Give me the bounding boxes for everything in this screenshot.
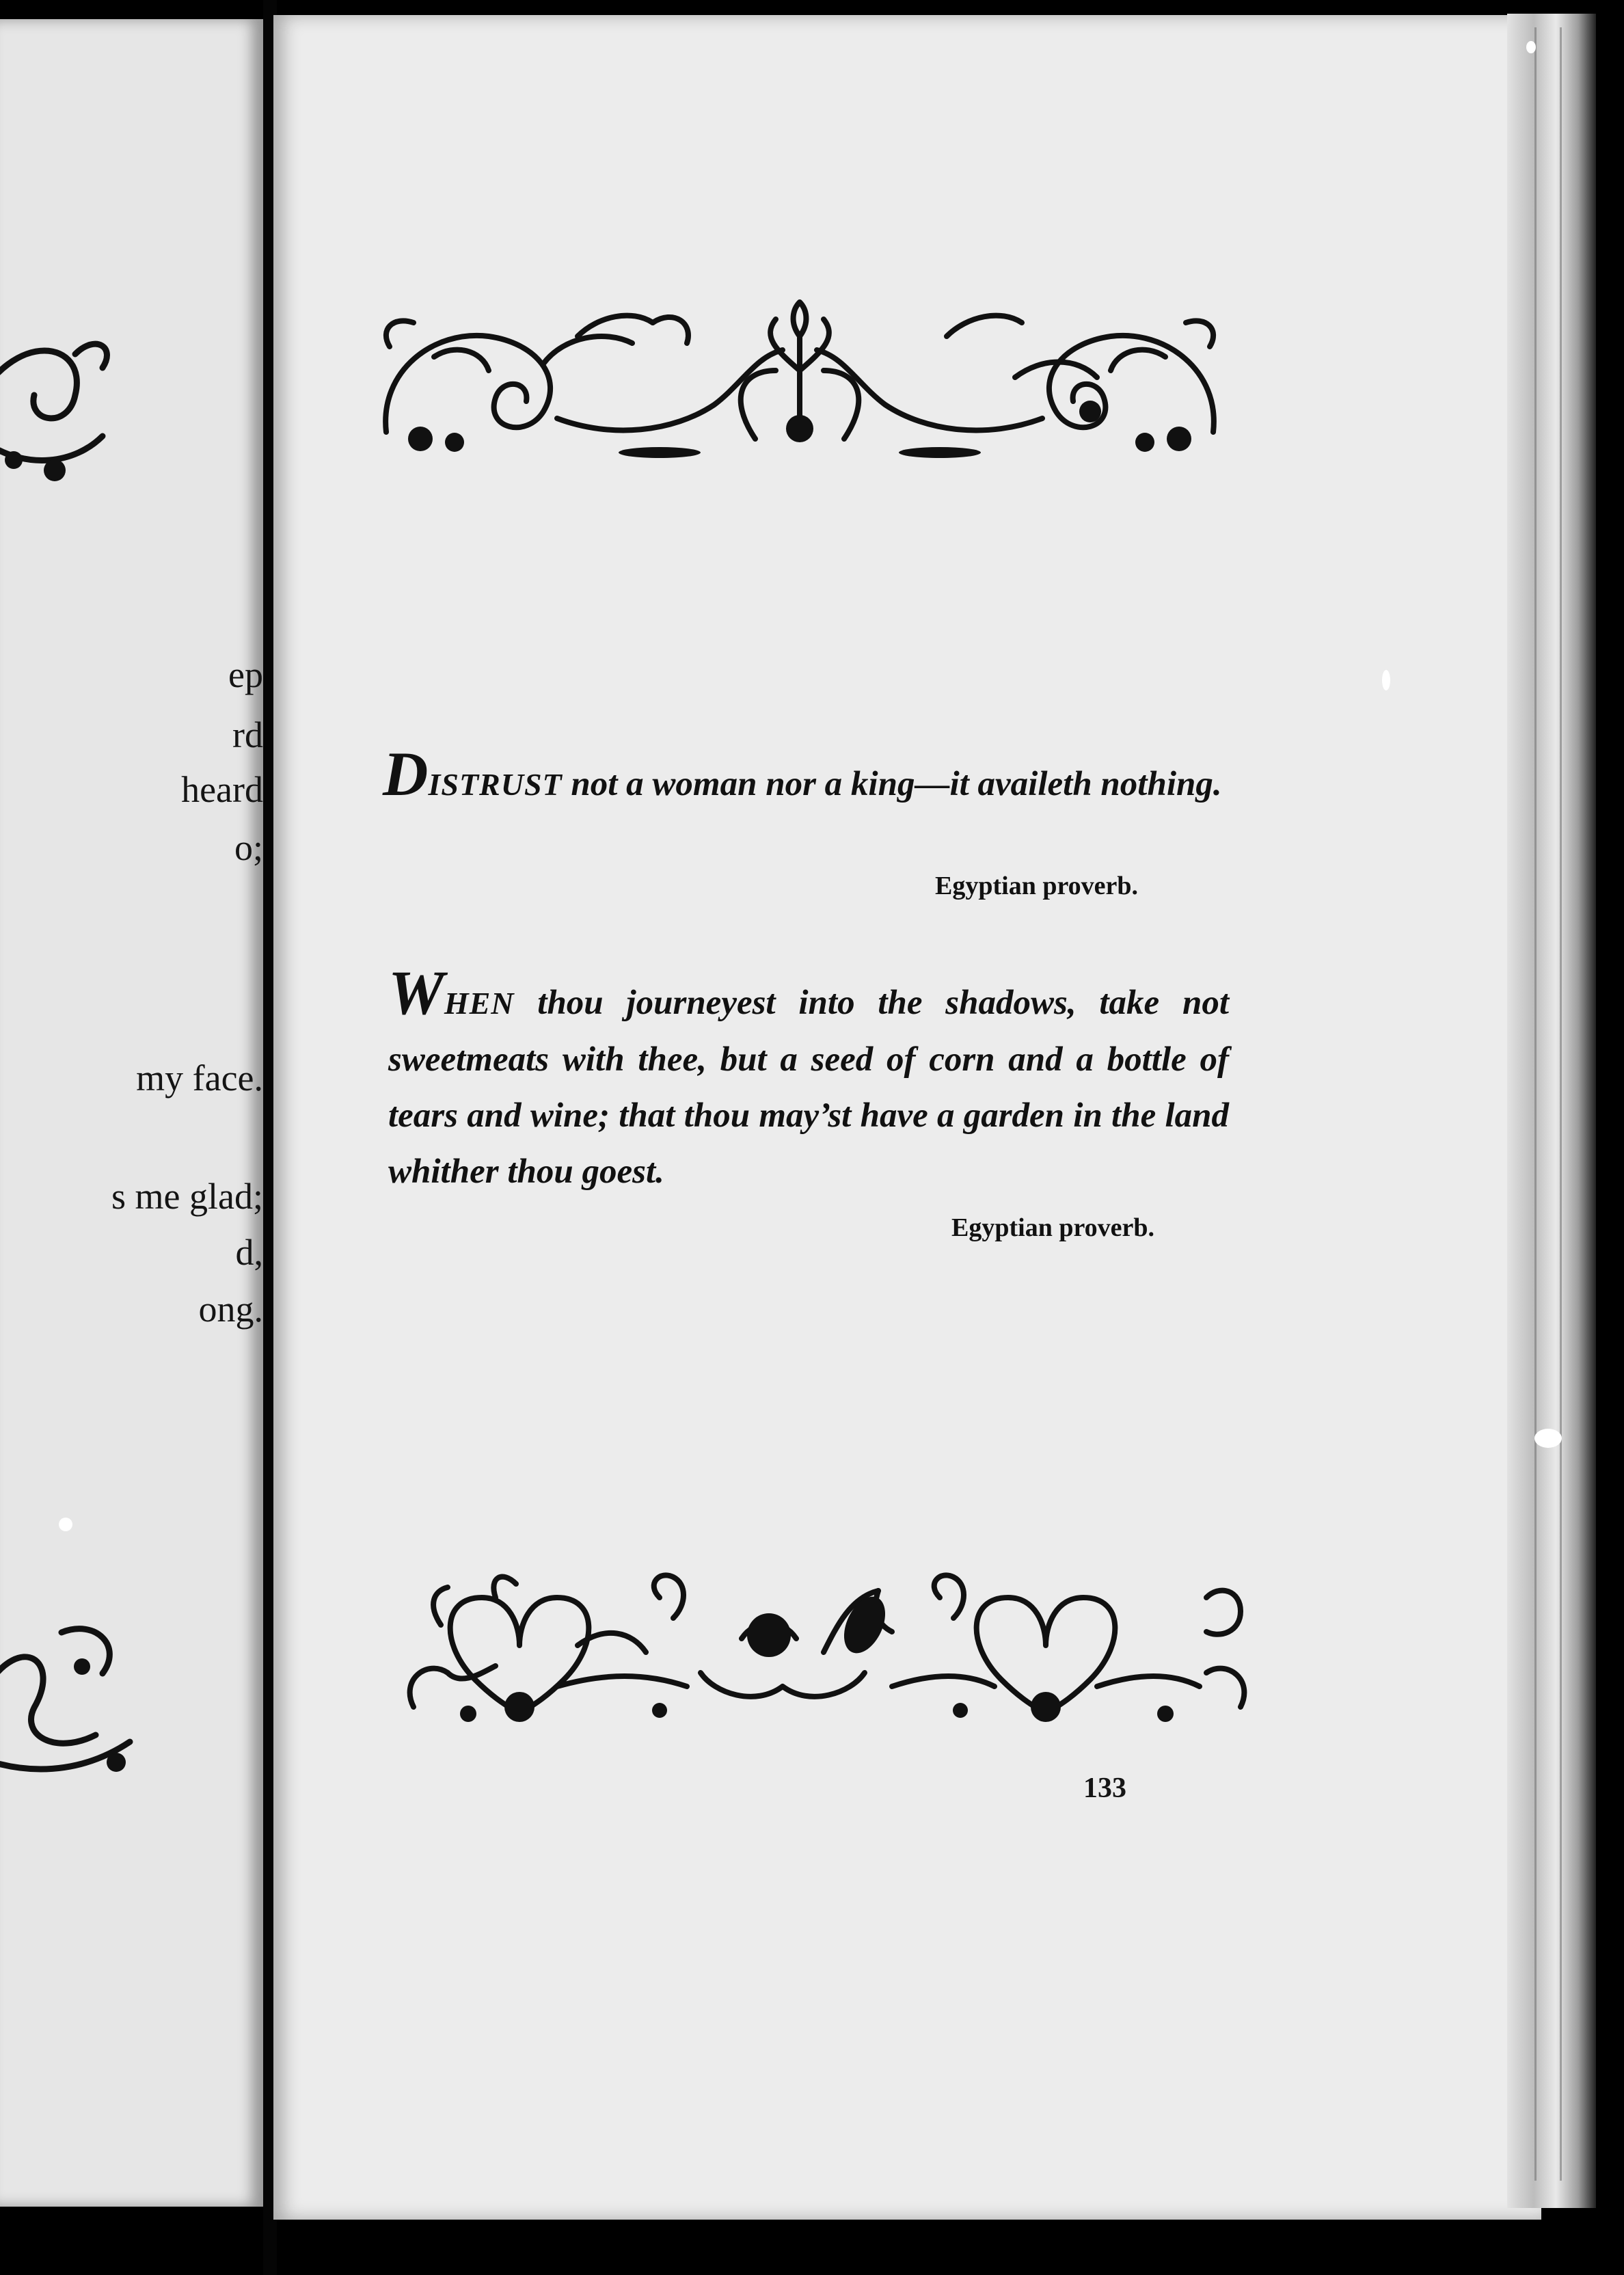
left-page bbox=[0, 19, 263, 2207]
page-edges bbox=[1507, 14, 1596, 2208]
quote-1 bbox=[383, 739, 1223, 813]
dust-speck bbox=[1526, 41, 1536, 53]
dust-speck bbox=[1534, 1429, 1562, 1448]
bottom-ornament bbox=[400, 1570, 1254, 1748]
left-line-8: ong. bbox=[198, 1289, 263, 1330]
quote-2-text bbox=[388, 958, 1229, 1200]
quote-2-smallcaps: HEN bbox=[444, 986, 515, 1021]
left-line-3: heard bbox=[181, 769, 263, 810]
right-page bbox=[273, 15, 1541, 2220]
left-line-4: o; bbox=[234, 827, 263, 868]
dust-speck bbox=[1382, 670, 1390, 690]
quote-2-dropcap: W bbox=[388, 958, 444, 1027]
quote-1-attribution: Egyptian proverb. bbox=[935, 872, 1139, 900]
quote-2 bbox=[388, 958, 1229, 1200]
dust-speck bbox=[59, 1518, 72, 1531]
quote-1-text bbox=[383, 739, 1223, 813]
left-line-5: my face. bbox=[136, 1058, 263, 1099]
left-line-6: s me glad; bbox=[111, 1176, 263, 1217]
top-ornament bbox=[373, 295, 1227, 473]
left-top-ornament bbox=[0, 313, 123, 491]
quote-1-body: not a woman nor a king—it availeth nothing. bbox=[562, 765, 1222, 803]
left-line-2: rd bbox=[232, 714, 263, 755]
page-edge-line bbox=[1560, 27, 1562, 2181]
quote-2-attribution: Egyptian proverb. bbox=[951, 1213, 1155, 1242]
left-line-7: d, bbox=[235, 1232, 263, 1273]
page-number: 133 bbox=[1083, 1773, 1126, 1804]
left-bottom-ornament bbox=[0, 1605, 144, 1783]
quote-2-body: thou journeyest into the shadows, take not sweetmeats with thee, but a seed of corn and a bottle of tears and wine; that thou may’st have a garden in the land whither thou goest. bbox=[388, 984, 1229, 1191]
quote-1-dropcap: D bbox=[383, 739, 429, 809]
quote-1-smallcaps: ISTRUST bbox=[428, 767, 563, 802]
left-line-1: ep bbox=[228, 654, 263, 695]
page-edge-line bbox=[1534, 27, 1537, 2181]
